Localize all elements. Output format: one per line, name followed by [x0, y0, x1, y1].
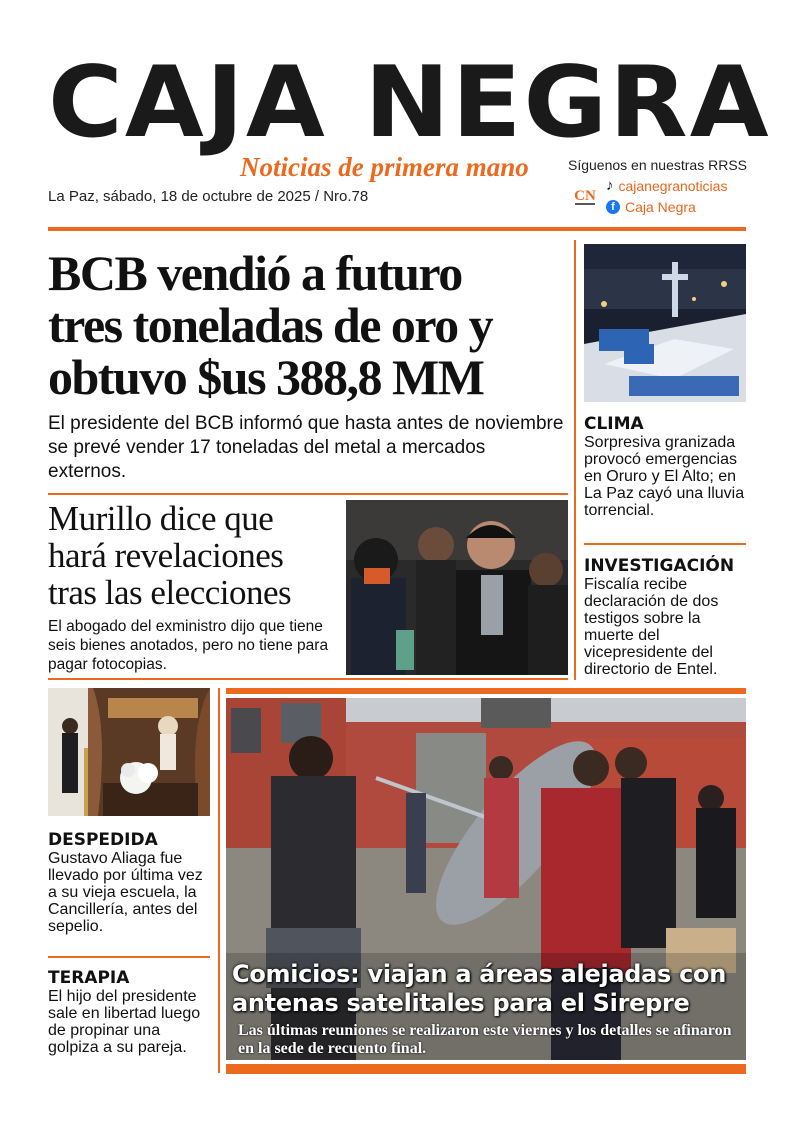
feature-subtitle: Las últimas reuniones se realizaron este viernes y los detalles se afinaron en la sede de recuento final. — [238, 1022, 732, 1057]
tiktok-link[interactable] — [606, 177, 727, 194]
social-follow-label: Síguenos en nuestras RRSS — [568, 157, 747, 173]
tiktok-handle: cajanegranoticias — [618, 177, 728, 194]
despedida-photo[interactable] — [48, 688, 210, 816]
murillo-headline-line: tras las elecciones — [48, 573, 292, 612]
terapia-body: El hijo del presidente sale en libertad luego de propinar una golpiza a su pareja. — [48, 988, 201, 1056]
main-headline-line: BCB vendió a futuro — [48, 245, 462, 301]
murillo-photo[interactable] — [346, 500, 568, 675]
feature-rule-bottom — [226, 1064, 746, 1074]
murillo-summary: El abogado del exministro dijo que tiene seis bienes anotados, pero no tiene para pagar fotocopias. — [48, 618, 329, 673]
investigacion-brief[interactable] — [584, 556, 746, 678]
dateline: La Paz, sábado, 18 de octubre de 2025 / Nro.78 — [48, 188, 369, 205]
sidebar-rule — [584, 543, 746, 545]
feature-headline-line: antenas satelitales para el Sirepre — [232, 989, 690, 1017]
newspaper-logo: CAJA NEGRA — [48, 46, 771, 160]
facebook-handle: Caja Negra — [625, 199, 696, 215]
clima-brief[interactable] — [584, 414, 746, 519]
feature-rule-top — [226, 688, 746, 694]
section-rule — [48, 493, 568, 495]
tagline: Noticias de primera mano — [240, 152, 529, 182]
despedida-brief[interactable] — [48, 830, 213, 935]
main-headline-line: obtuvo $us 388,8 MM — [48, 349, 484, 405]
murillo-headline[interactable] — [48, 500, 348, 611]
section-rule — [48, 678, 568, 680]
main-headline-line: tres toneladas de oro y — [48, 297, 493, 353]
cn-logo-text: CN — [574, 188, 596, 204]
cn-logo-icon — [573, 184, 597, 206]
clima-title: CLIMA — [584, 414, 644, 434]
clima-body: Sorpresiva granizada provocó emergencias en Oruro y El Alto; en La Paz cayó una lluvia torrencial. — [584, 434, 745, 519]
feature-headline-line: Comicios: viajan a áreas alejadas con — [232, 960, 726, 988]
feature-caption[interactable] — [232, 960, 747, 1058]
investigacion-body: Fiscalía recibe declaración de dos testigos sobre la muerte del vicepresidente del directorio de Entel. — [584, 576, 719, 678]
main-lede: El presidente del BCB informó que hasta antes de noviembre se prevé vender 17 toneladas del metal a mercados externos. — [48, 413, 564, 482]
murillo-headline-line: Murillo dice que — [48, 499, 274, 538]
investigacion-title: INVESTIGACIÓN — [584, 556, 735, 576]
murillo-headline-line: hará revelaciones — [48, 536, 284, 575]
terapia-title: TERAPIA — [48, 968, 130, 988]
header-rule — [48, 227, 746, 231]
facebook-icon: f — [606, 200, 620, 214]
despedida-body: Gustavo Aliaga fue llevado por última vez a su vieja escuela, la Cancillería, antes del sepelio. — [48, 850, 203, 935]
main-headline[interactable] — [48, 247, 568, 403]
sidebar-rule — [48, 956, 210, 958]
clima-photo[interactable] — [584, 244, 746, 402]
facebook-link[interactable] — [606, 199, 696, 215]
column-divider — [574, 240, 576, 680]
terapia-brief[interactable] — [48, 968, 213, 1056]
tiktok-icon: ♪ — [606, 177, 614, 194]
column-divider — [218, 688, 220, 1073]
despedida-title: DESPEDIDA — [48, 830, 158, 850]
